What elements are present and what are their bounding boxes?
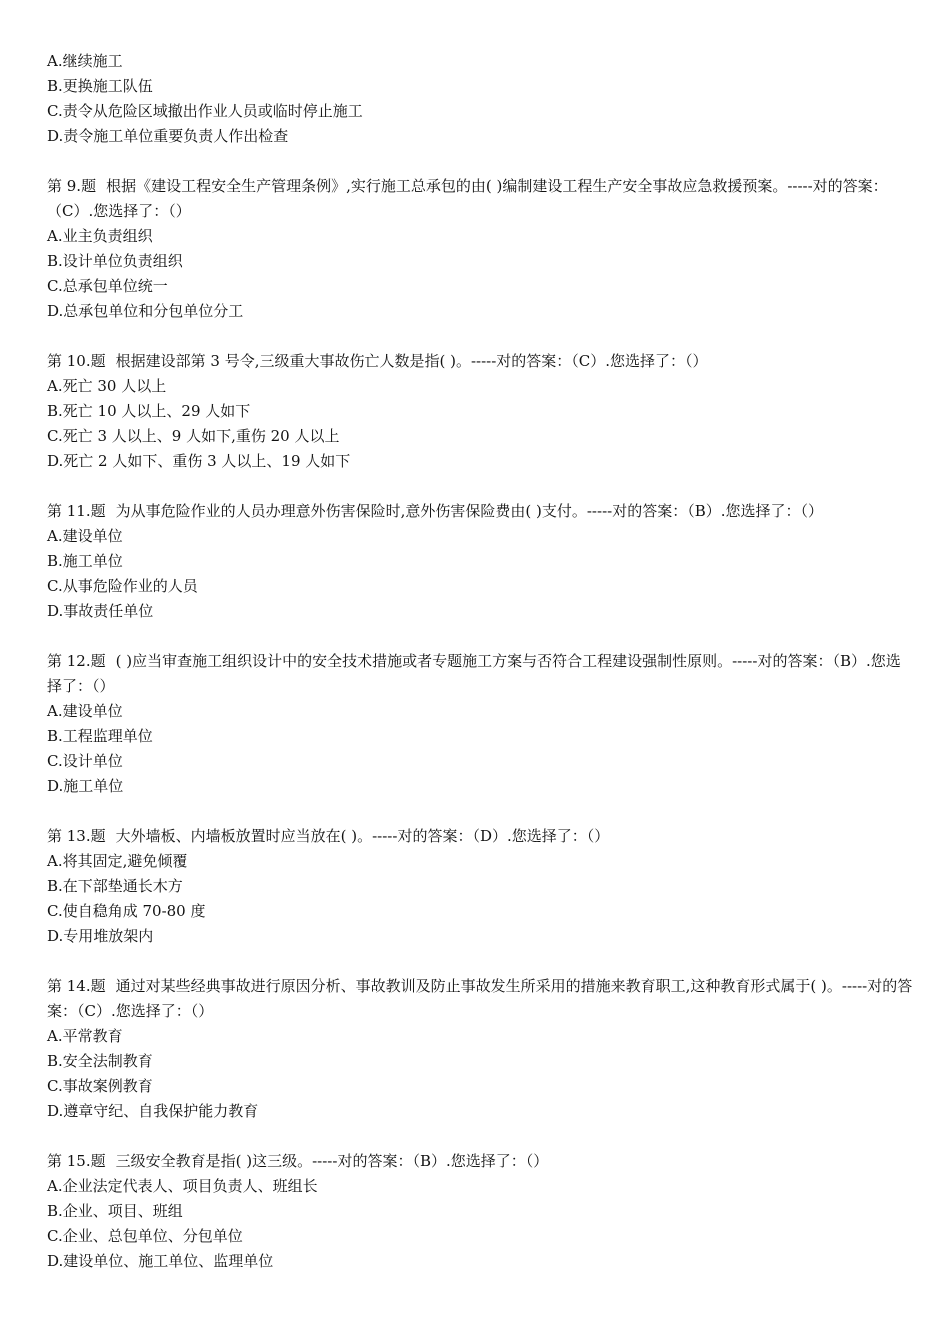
question-number: 第 15.题 bbox=[47, 1152, 106, 1170]
option: C.企业、总包单位、分包单位 bbox=[47, 1227, 243, 1245]
option: C.死亡 3 人以上、9 人如下,重伤 20 人以上 bbox=[47, 427, 340, 445]
question-number: 第 14.题 bbox=[47, 977, 106, 995]
option: C.使自稳角成 70-80 度 bbox=[47, 902, 206, 920]
question-text: 根据《建设工程安全生产管理条例》,实行施工总承包的由( )编制建设工程生产安全事故应急救援预案。-----对的答案：（C）.您选择了：（） bbox=[47, 177, 888, 220]
option: D.遵章守纪、自我保护能力教育 bbox=[47, 1102, 259, 1120]
document-page bbox=[47, 49, 915, 1274]
option: A.平常教育 bbox=[47, 1027, 123, 1045]
question-number: 第 11.题 bbox=[47, 502, 106, 520]
option: B.设计单位负责组织 bbox=[47, 252, 183, 270]
question-14 bbox=[47, 974, 915, 1124]
question-text: 三级安全教育是指( )这三级。-----对的答案：（B）.您选择了：（） bbox=[115, 1152, 549, 1170]
option: D.施工单位 bbox=[47, 777, 124, 795]
question-number: 第 13.题 bbox=[47, 827, 106, 845]
question-stem bbox=[47, 824, 915, 849]
option: D.责令施工单位重要负责人作出检查 bbox=[47, 127, 289, 145]
option: C.从事危险作业的人员 bbox=[47, 577, 198, 595]
option: B.施工单位 bbox=[47, 552, 123, 570]
option: A.企业法定代表人、项目负责人、班组长 bbox=[47, 1177, 318, 1195]
option: A.业主负责组织 bbox=[47, 227, 153, 245]
question-10 bbox=[47, 349, 915, 474]
question-text: 大外墙板、内墙板放置时应当放在( )。-----对的答案：（D）.您选择了：（） bbox=[115, 827, 610, 845]
question-number: 第 12.题 bbox=[47, 652, 106, 670]
question-stem bbox=[47, 1149, 915, 1174]
option: C.总承包单位统一 bbox=[47, 277, 168, 295]
question-text: ( )应当审查施工组织设计中的安全技术措施或者专题施工方案与否符合工程建设强制性原则。-----对的答案：（B）.您选择了：（） bbox=[47, 652, 901, 695]
option: A.建设单位 bbox=[47, 527, 123, 545]
question-stem bbox=[47, 649, 915, 699]
option: A.死亡 30 人以上 bbox=[47, 377, 167, 395]
question-number: 第 10.题 bbox=[47, 352, 106, 370]
option: B.死亡 10 人以上、29 人如下 bbox=[47, 402, 251, 420]
option: B.安全法制教育 bbox=[47, 1052, 153, 1070]
question-text: 通过对某些经典事故进行原因分析、事故教训及防止事故发生所采用的措施来教育职工,这种教育形式属于( )。-----对的答案：（C）.您选择了：（） bbox=[47, 977, 913, 1020]
option: D.建设单位、施工单位、监理单位 bbox=[47, 1252, 274, 1270]
option: D.死亡 2 人如下、重伤 3 人以上、19 人如下 bbox=[47, 452, 351, 470]
question-stem bbox=[47, 349, 915, 374]
question-text: 根据建设部第 3 号令,三级重大事故伤亡人数是指( )。-----对的答案：（C）.您选择了：（） bbox=[115, 352, 708, 370]
option: B.工程监理单位 bbox=[47, 727, 153, 745]
question-9 bbox=[47, 174, 915, 324]
option: A.建设单位 bbox=[47, 702, 123, 720]
question-15 bbox=[47, 1149, 915, 1274]
question-12 bbox=[47, 649, 915, 799]
option: B.更换施工队伍 bbox=[47, 77, 153, 95]
question-stem bbox=[47, 174, 915, 224]
question-number: 第 9.题 bbox=[47, 177, 97, 195]
option: C.责令从危险区域撤出作业人员或临时停止施工 bbox=[47, 102, 363, 120]
option: C.设计单位 bbox=[47, 752, 123, 770]
option: B.企业、项目、班组 bbox=[47, 1202, 183, 1220]
option: B.在下部垫通长木方 bbox=[47, 877, 183, 895]
lead-options bbox=[47, 49, 915, 149]
question-13 bbox=[47, 824, 915, 949]
option: D.事故责任单位 bbox=[47, 602, 154, 620]
question-text: 为从事危险作业的人员办理意外伤害保险时,意外伤害保险费由( )支付。-----对的答案：（B）.您选择了：（） bbox=[115, 502, 824, 520]
option: A.将其固定,避免倾覆 bbox=[47, 852, 188, 870]
option: D.专用堆放架内 bbox=[47, 927, 154, 945]
option: A.继续施工 bbox=[47, 52, 123, 70]
question-stem bbox=[47, 974, 915, 1024]
option: D.总承包单位和分包单位分工 bbox=[47, 302, 244, 320]
option: C.事故案例教育 bbox=[47, 1077, 153, 1095]
question-11 bbox=[47, 499, 915, 624]
question-stem bbox=[47, 499, 915, 524]
